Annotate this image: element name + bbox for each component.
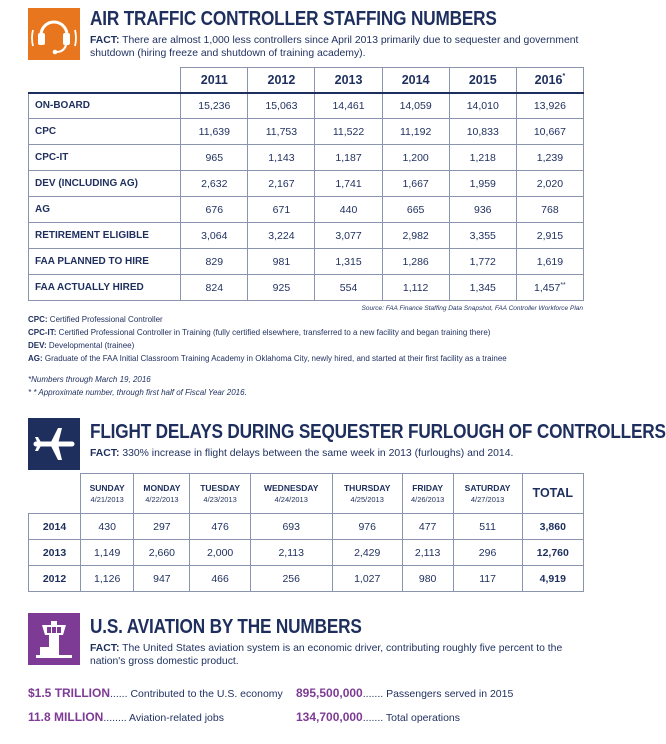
cell: 15,236 [181,93,248,119]
header-blank-cell [29,68,181,93]
cell: 466 [190,566,250,592]
cell: 477 [402,514,453,540]
cell: 1,143 [248,145,315,171]
fact-label: FACT: [90,35,120,46]
year-label: 2013 [29,540,81,566]
day-header [190,474,250,514]
cell-value: 1,457 [534,281,561,294]
cell: 3,077 [315,223,382,249]
stat-dots: ...... [110,688,128,700]
cell: 2,429 [332,540,402,566]
definitions [28,313,588,399]
total-cell: 4,919 [522,566,583,592]
day-date: 4/25/2013 [350,494,384,504]
cell: 1,149 [81,540,134,566]
cell: 925 [248,275,315,301]
cell: 2,632 [181,171,248,197]
row-label: CPC [29,119,181,145]
aviation-numbers-fact [90,642,585,668]
staffing-table [28,67,584,301]
cell: 1,667 [382,171,449,197]
cell: 1,345 [449,275,516,301]
cell: 2,113 [402,540,453,566]
cell: 10,833 [449,119,516,145]
table-header-row [29,474,584,514]
stat-operations [296,710,460,724]
term: CPC: [28,315,48,324]
cell: 824 [181,275,248,301]
cell: 1,286 [382,249,449,275]
definition-ag [28,352,588,365]
day-date: 4/21/2013 [90,494,124,504]
cell: 11,639 [181,119,248,145]
cell: 1,027 [332,566,402,592]
cell: 1,959 [449,171,516,197]
term: CPC-IT: [28,328,57,337]
row-label: FAA ACTUALLY HIRED [29,275,181,301]
day-header [332,474,402,514]
header-blank-cell [29,474,81,514]
cell: 14,059 [382,93,449,119]
day-date: 4/24/2013 [274,494,308,504]
col-2012: 2012 [248,68,315,93]
stat-desc: Contributed to the U.S. economy [127,688,283,700]
cell: 2,113 [250,540,332,566]
year-label: 2014 [29,514,81,540]
cell: 14,010 [449,93,516,119]
day-header [250,474,332,514]
cell: 976 [332,514,402,540]
table-row [29,93,584,119]
cell: 11,522 [315,119,382,145]
day-header [134,474,190,514]
stat-value: 134,700,000 [296,710,363,724]
cell: 1,772 [449,249,516,275]
cell: 3,355 [449,223,516,249]
cell: 676 [181,197,248,223]
col-2016-label: 2016 [534,72,563,87]
definition: Certified Professional Controller [47,315,163,324]
footnote [28,373,588,386]
airplane-icon [28,418,80,470]
cell: 1,741 [315,171,382,197]
definition: Certified Professional Controller in Training (fully certified elsewhere, transferred to a new facility and began training there) [56,328,491,337]
col-2016-footnote-mark: * [562,72,566,80]
cell: 693 [250,514,332,540]
fact-label: FACT: [90,643,120,654]
day-date: 4/27/2013 [470,494,505,504]
row-label: DEV (INCLUDING AG) [29,171,181,197]
cell: 296 [453,540,522,566]
cell: 981 [248,249,315,275]
cell: 2,660 [134,540,190,566]
cell: 1,218 [449,145,516,171]
cell: 1,619 [516,249,583,275]
fact-text: There are almost 1,000 less controllers since April 2013 primarily due to sequester and government shutdown (hiring freeze and shutdown of training academy). [90,35,579,59]
cell: 15,063 [248,93,315,119]
flight-delays-title: FLIGHT DELAYS DURING SEQUESTER FURLOUGH OF CONTROLLERS [90,421,666,443]
term: DEV: [28,341,47,350]
cell: 2,982 [382,223,449,249]
day-name: WEDNESDAY [263,482,319,493]
table-row [29,197,584,223]
cell: 11,753 [248,119,315,145]
table-row [29,540,584,566]
cell: 511 [453,514,522,540]
table-row [29,145,584,171]
day-name: TUESDAY [200,482,241,493]
cell: 1,187 [315,145,382,171]
stat-desc: Total operations [383,712,461,724]
day-date: 4/26/2013 [410,494,445,504]
staffing-title: AIR TRAFFIC CONTROLLER STAFFING NUMBERS [90,8,497,30]
stat-passengers [296,686,513,700]
stat-dots: ....... [362,712,384,724]
cell: 10,667 [516,119,583,145]
stat-dots: ........ [103,712,127,724]
day-name: MONDAY [143,482,181,493]
row-label: AG [29,197,181,223]
stat-desc: Aviation-related jobs [126,712,224,724]
cell: 1,200 [382,145,449,171]
cell: 936 [449,197,516,223]
fact-text: The United States aviation system is an economic driver, contributing roughly five percent to the nation's gross domestic product. [90,643,563,667]
table-header-row [29,68,584,93]
col-2013: 2013 [315,68,382,93]
cell: 665 [382,197,449,223]
footnote-text: * * Approximate number, through first half of Fiscal Year 2016. [28,388,247,397]
total-cell: 12,760 [522,540,583,566]
aviation-numbers-title: U.S. AVIATION BY THE NUMBERS [90,616,362,638]
stat-desc: Passengers served in 2015 [383,688,514,700]
day-header [81,474,134,514]
definition-dev [28,339,588,352]
cell: 947 [134,566,190,592]
definition: Graduate of the FAA Initial Classroom Training Academy in Oklahoma City, newly hired, and started at their first facility as a trainee [42,354,507,363]
cell: 1,126 [81,566,134,592]
cell: 965 [181,145,248,171]
source-note: Source: FAA Finance Staffing Data Snapshot, FAA Controller Workforce Plan [361,305,583,312]
cell: 1,315 [315,249,382,275]
table-row [29,275,584,301]
definition-cpc [28,313,588,326]
cell: 554 [315,275,382,301]
cell: 1,112 [382,275,449,301]
control-tower-icon [28,613,80,665]
fact-text: 330% increase in flight delays between the same week in 2013 (furloughs) and 2014. [119,448,514,459]
table-row [29,514,584,540]
stat-jobs [28,710,224,724]
cell: 256 [250,566,332,592]
fact-label: FACT: [90,448,120,459]
table-row [29,223,584,249]
table-row [29,171,584,197]
cell: 671 [248,197,315,223]
col-2011: 2011 [181,68,248,93]
cell: 768 [516,197,583,223]
cell: 14,461 [315,93,382,119]
definition-cpc-it [28,326,588,339]
cell: 2,167 [248,171,315,197]
headset-icon [28,8,80,60]
footnote-text: *Numbers through March 19, 2016 [28,375,151,384]
cell: 117 [453,566,522,592]
col-2014: 2014 [382,68,449,93]
stat-value: 11.8 MILLION [28,710,104,724]
cell: 2,020 [516,171,583,197]
stat-value: $1.5 TRILLION [28,686,111,700]
table-row [29,249,584,275]
stat-value: 895,500,000 [296,686,363,700]
day-name: SATURDAY [464,482,511,493]
cell: 11,192 [382,119,449,145]
total-header: TOTAL [522,474,583,514]
headset-icon-box [28,8,80,60]
day-date: 4/22/2013 [145,494,179,504]
cell: 3,064 [181,223,248,249]
row-label: RETIREMENT ELIGIBLE [29,223,181,249]
cell: 430 [81,514,134,540]
col-2016 [516,68,583,93]
day-name: SUNDAY [89,482,125,493]
table-row [29,566,584,592]
definition: Developmental (trainee) [46,341,135,350]
day-header [453,474,522,514]
cell: 13,926 [516,93,583,119]
col-2015: 2015 [449,68,516,93]
cell: 980 [402,566,453,592]
cell: 2,000 [190,540,250,566]
airplane-icon-box [28,418,80,470]
footnote [28,386,588,399]
term: AG: [28,354,43,363]
row-label: CPC-IT [29,145,181,171]
table-row [29,119,584,145]
cell: 3,224 [248,223,315,249]
day-name: FRIDAY [412,482,444,493]
flight-delays-fact [90,447,585,460]
stat-economy [28,686,283,700]
cell: 297 [134,514,190,540]
day-date: 4/23/2013 [203,494,237,504]
cell: 440 [315,197,382,223]
stat-dots: ....... [362,688,384,700]
year-label: 2012 [29,566,81,592]
cell: 1,239 [516,145,583,171]
cell: 829 [181,249,248,275]
day-header [402,474,453,514]
total-cell: 3,860 [522,514,583,540]
cell: 2,915 [516,223,583,249]
row-label: FAA PLANNED TO HIRE [29,249,181,275]
row-label: ON-BOARD [29,93,181,119]
cell: 476 [190,514,250,540]
staffing-fact [90,34,585,60]
day-name: THURSDAY [343,482,391,493]
flight-delays-table [28,473,584,592]
control-tower-icon-box [28,613,80,665]
cell [516,275,583,301]
cell-footnote-mark: ** [560,281,566,289]
